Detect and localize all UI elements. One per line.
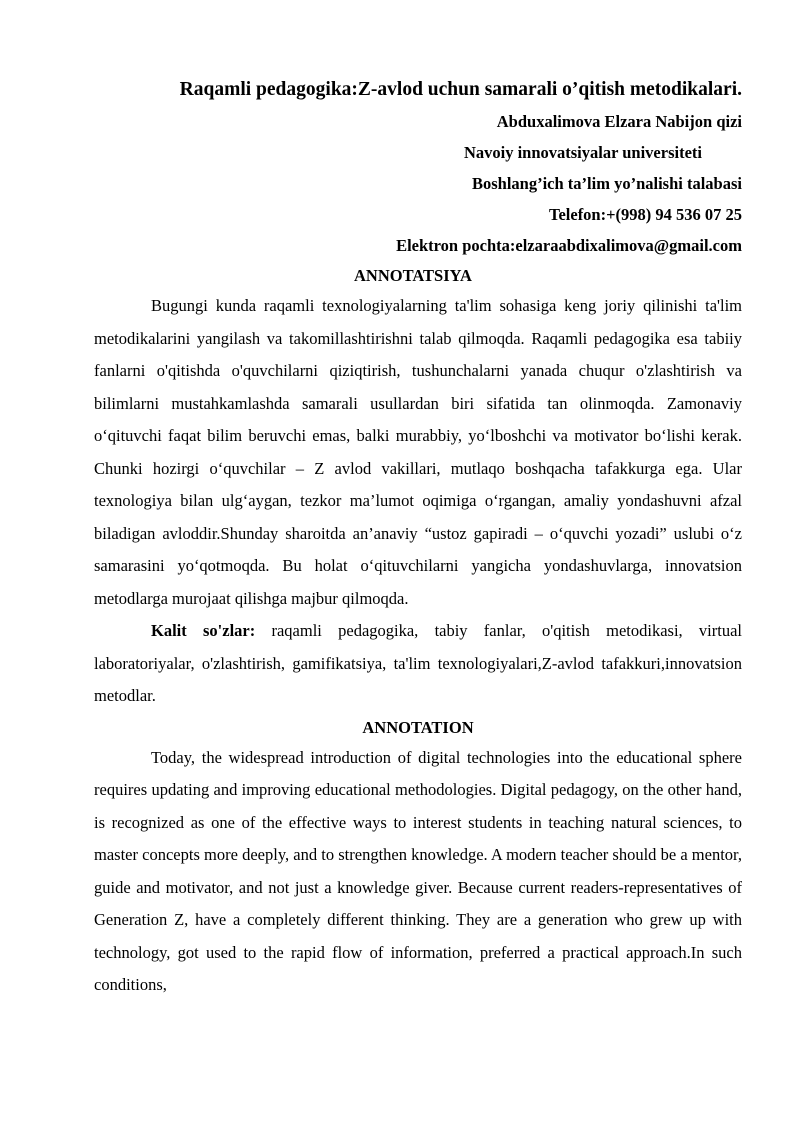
author-phone: Telefon:+(998) 94 536 07 25 [548, 205, 742, 224]
author-name: Abduxalimova Elzara Nabijon qizi [496, 112, 742, 131]
annotation-body: Today, the widespread introduction of digital technologies into the educational sphere requires updating and improving educational methodologies. Digital pedagogy, on the other hand, is recognized as one of the effective ways to interest students in teaching natural sciences, to master concepts more deeply, and to strengthen knowledge. A modern teacher should be a mentor, guide and motivator, and not just a knowledge giver. Because current readers-representatives of Generation Z, have a completely different thinking. They are a generation who grew up with technology, got used to the rapid flow of information, preferred a practical approach.In such conditions, [94, 747, 742, 994]
author-university: Navoiy innovatsiyalar universiteti [463, 143, 702, 162]
author-email: Elektron pochta:elzaraabdixalimova@gmail.com [396, 236, 742, 255]
paper-title: Raqamli pedagogika:Z-avlod uchun samarali o’qitish metodikalari. [179, 79, 742, 100]
annotatsiya-body: Bugungi kunda raqamli texnologiyalarning ta'lim sohasiga keng joriy qilinishi ta'lim metodikalarini yangilash va takomillashtirishni talab qilmoqda. Raqamli pedagogika esa tabiiy fanlarni o'qitishda o'quvchilarni qiziqtirish, tushunchalarni yanada chuqur o'zlashtirish va bilimlarni mustahkamlashda samarali usullardan biri sifatida tan olinmoqda. Zamonaviy o‘qituvchi faqat bilim beruvchi emas, balki murabbiy, yo‘lboshchi va motivator bo‘lishi kerak. Chunki hozirgi o‘quvchilar – Z avlod vakillari, mutlaqo boshqacha tafakkurga ega. Ular texnologiya bilan ulg‘aygan, tezkor ma’lumot oqimiga o‘rgangan, amaliy yondashuvni afzal biladigan avloddir.Shunday sharoitda an’anaviy “ustoz gapiradi – o‘quvchi yozadi” uslubi o‘z samarasini yo‘qotmoqda. Bu holat o‘qituvchilarni yangicha yondashuvlarga, innovatsion metodlarga murojaat qilishga majbur qilmoqda. [94, 296, 742, 608]
annotatsiya-heading: ANNOTATSIYA [354, 266, 472, 285]
annotation-heading: ANNOTATION [362, 717, 474, 737]
document-page [94, 74, 742, 1002]
keywords-label: Kalit so'zlar: [151, 621, 256, 640]
keywords-text: raqamli pedagogika, tabiy fanlar, o'qitish metodikasi, virtual laboratoriyalar, o'zlashtirish, gamifikatsiya, ta'lim texnologiyalari,Z-avlod tafakkuri,innovatsion metodlar. [94, 621, 742, 705]
keywords-paragraph [94, 615, 742, 713]
author-department: Boshlang’ich ta’lim yo’nalishi talabasi [471, 174, 742, 193]
